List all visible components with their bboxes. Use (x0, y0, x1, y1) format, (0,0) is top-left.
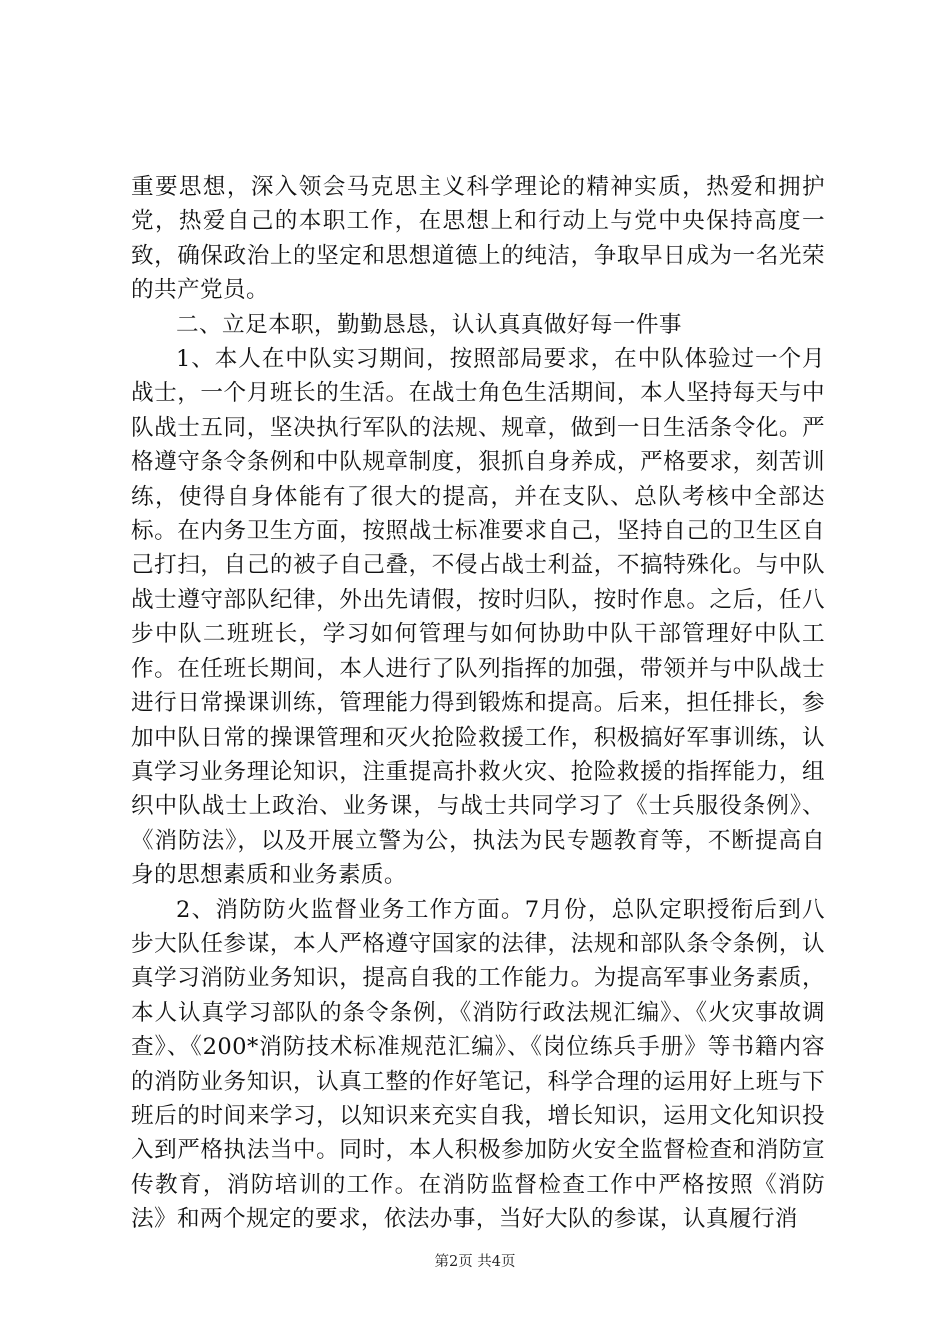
paragraph-3: 2、消防防火监督业务工作方面。7月份，总队定职授衔后到八步大队任参谋，本人严格遵守国家的法律，法规和部队条令条例，认真学习消防业务知识，提高自我的工作能力。为提高军事业务素质，本人认真学习部队的条令条例，《消防行政法规汇编》、《火灾事故调查》、《200*消防技术标准规范汇编》、《岗位练兵手册》等书籍内容的消防业务知识，认真工整的作好笔记，科学合理的运用好上班与下班后的时间来学习，以知识来充实自我，增长知识，运用文化知识投入到严格执法当中。同时，本人积极参加防火安全监督检查和消防宣传教育，消防培训的工作。在消防监督检查工作中严格按照《消防法》和两个规定的要求，依法办事，当好大队的参谋，认真履行消 (131, 896, 825, 1233)
document-body (131, 170, 825, 1237)
paragraph-1: 重要思想，深入领会马克思主义科学理论的精神实质，热爱和拥护党，热爱自己的本职工作，在思想上和行动上与党中央保持高度一致，确保政治上的坚定和思想道德上的纯洁，争取早日成为一名光荣的共产党员。 (131, 174, 825, 304)
paragraph-2: 1、本人在中队实习期间，按照部局要求，在中队体验过一个月战士，一个月班长的生活。在战士角色生活期间，本人坚持每天与中队战士五同，坚决执行军队的法规、规章，做到一日生活条令化。严格遵守条令条例和中队规章制度，狠抓自身养成，严格要求，刻苦训练，使得自身体能有了很大的提高，并在支队、总队考核中全部达标。在内务卫生方面，按照战士标准要求自己，坚持自己的卫生区自己打扫，自己的被子自己叠，不侵占战士利益，不搞特殊化。与中队战士遵守部队纪律，外出先请假，按时归队，按时作息。之后，任八步中队二班班长，学习如何管理与如何协助中队干部管理好中队工作。在任班长期间，本人进行了队列指挥的加强，带领并与中队战士进行日常操课训练，管理能力得到锻炼和提高。后来，担任排长，参加中队日常的操课管理和灭火抢险救援工作，积极搞好军事训练，认真学习业务理论知识，注重提高扑救火灾、抢险救援的指挥能力，组织中队战士上政治、业务课，与战士共同学习了《士兵服役条例》、《消防法》，以及开展立警为公，执法为民专题教育等，不断提高自身的思想素质和业务素质。 (131, 346, 825, 889)
section-heading: 二、立足本职，勤勤恳恳，认认真真做好每一件事 (176, 311, 682, 338)
page-number-footer: 第2页 共4页 (434, 1254, 516, 1270)
